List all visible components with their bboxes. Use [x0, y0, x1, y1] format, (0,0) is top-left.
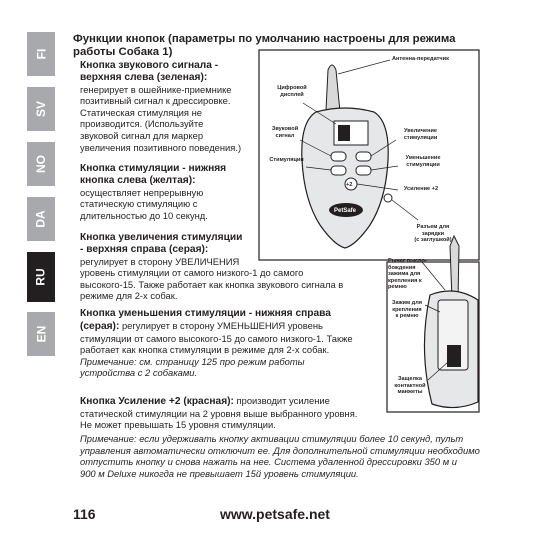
text-line: стимуляции от самого высокого-15 до самого низкого-1. Также	[80, 332, 353, 344]
caption-cover: Защелка контактной манжеты	[394, 376, 426, 396]
section-title: кнопка слева (желтая):	[80, 174, 196, 186]
text-line: длительностью до 10 секунд.	[80, 209, 208, 221]
charging-port-icon	[384, 194, 392, 202]
note-line: 900 м Deluxe никогда не превышает 15й уровень стимуляции.	[80, 467, 359, 479]
tab-label: DA	[34, 210, 48, 228]
caption-increase: Увеличение стимуляции	[403, 128, 438, 141]
section-title: верхняя слева (зеленая):	[80, 71, 208, 83]
text-line: уровень стимуляции от самого низкого-1 до самого	[80, 267, 304, 279]
receiver-antenna	[450, 236, 459, 300]
text-line: генерирует в ошейнике-приемнике	[80, 83, 232, 95]
increase-button[interactable]	[356, 152, 371, 161]
text-line: Не может превышать 15 уровня стимуляции.	[80, 419, 276, 431]
caption-lever: Рычаг высво- бождения зажима для крепления к ремню	[388, 258, 427, 291]
page-number: 116	[73, 506, 96, 522]
text-line: работает как кнопка стимуляции в режиме для 2-х собак.	[80, 344, 330, 356]
text-line: статической стимуляции на 2 уровня выше выбранного уровня.	[80, 407, 358, 419]
logo-text: PetSafe	[334, 208, 357, 214]
caption-port: Разъем для зарядки (с заглушкой)	[414, 224, 452, 244]
tab-label: FI	[33, 48, 48, 60]
section-title: - верхняя справа (серая):	[80, 243, 209, 255]
website-url[interactable]: www.petsafe.net	[220, 506, 330, 522]
caption-stim: Стимуляция	[269, 157, 304, 163]
section-title: (серая):	[80, 320, 120, 332]
caption-boost: Усиление +2	[403, 186, 439, 192]
caption-decrease: Уменьшение стимуляции	[405, 155, 441, 168]
caption-display: Цифровой дисплей	[277, 85, 307, 98]
tone-button[interactable]	[331, 152, 346, 161]
tab-label: EN	[33, 325, 48, 343]
note-line: управления автоматически отключит ее. Для дополнительной стимуляции необходимо	[80, 444, 480, 456]
section-title: Кнопка увеличения стимуляции	[80, 232, 243, 243]
section-title: Кнопка уменьшения стимуляции - нижняя справа	[80, 308, 331, 319]
caption-clip: Зажим для крепления к ремню	[391, 300, 423, 320]
contact-cover	[447, 345, 461, 367]
text-line: осуществляет непрерывную	[80, 186, 204, 198]
section-title: Кнопка Усиление +2 (красная):	[80, 396, 234, 407]
display-digit	[338, 125, 350, 141]
text-line: регулирует в сторону УМЕНЬШЕНИЯ уровень	[119, 319, 323, 331]
text-line: высокого-15. Также работает как кнопка звукового сигнала в	[80, 278, 344, 290]
note-line: Примечание: см. страницу 125 про режим работы	[80, 355, 305, 367]
text-line: увеличения позитивного поведения.)	[80, 141, 242, 153]
boost-button-label: +2	[346, 182, 353, 188]
section-title: Кнопка звукового сигнала -	[80, 60, 219, 71]
antenna-shape	[326, 65, 340, 112]
note-line: Примечание: если удерживать кнопку активации стимуляции более 10 секунд, пульт	[80, 433, 464, 444]
text-line: Статическая стимуляция не	[80, 106, 202, 118]
text-line: режиме для 2-х собак.	[80, 290, 178, 302]
tab-label: SV	[33, 100, 48, 118]
section-title: Кнопка стимуляции - нижняя	[80, 163, 227, 174]
tab-label: NO	[34, 155, 48, 173]
text-line: производится. (Используйте	[80, 118, 204, 130]
text-line: звуковой сигнал для маркер	[80, 129, 204, 141]
decrease-button[interactable]	[356, 166, 371, 175]
caption-antenna: Антенна-передатчик	[392, 56, 449, 62]
note-line: отпустить кнопку и снова нажать на нее. Система удаленной дрессировки 350 м и	[80, 456, 457, 468]
text-line: производит усиление	[233, 395, 330, 406]
stim-button[interactable]	[331, 166, 346, 175]
tab-label: RU	[34, 268, 48, 286]
text-line: регулирует в сторону УВЕЛИЧЕНИЯ	[80, 255, 240, 267]
text-line: позитивный сигнал к дрессировке.	[80, 95, 231, 107]
note-line: устройства с 2 собаками.	[80, 367, 198, 379]
caption-tone: Звуковой сигнал	[271, 126, 299, 139]
page-heading: Функции кнопок (параметры по умолчанию настроены для режима работы Собака 1)	[73, 33, 456, 58]
text-line: статическую стимуляцию с	[80, 198, 198, 210]
